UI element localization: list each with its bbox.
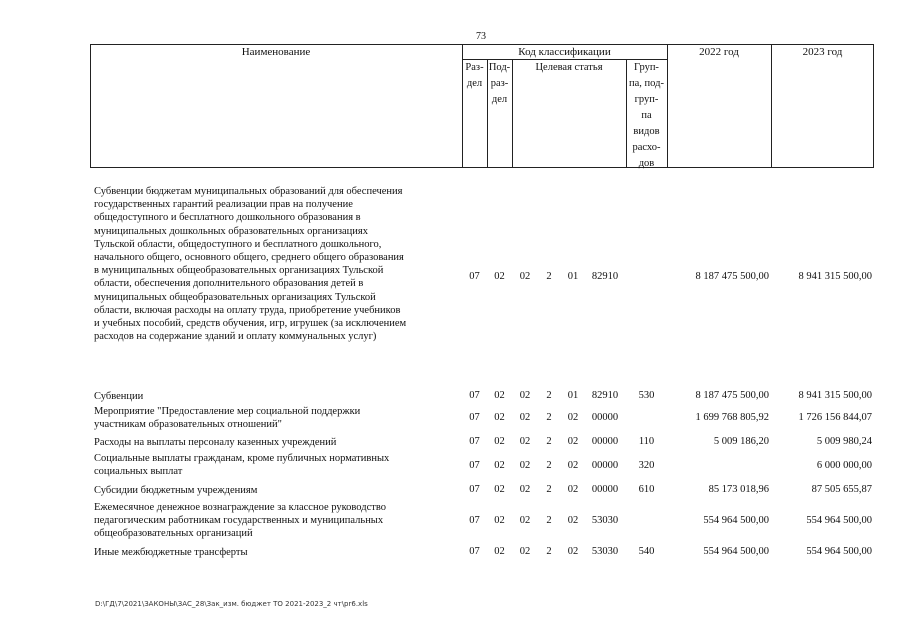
row-0-name: Субвенции бюджетам муниципальных образований для обеспечения государственных гарантий реализации прав на получение общедоступного и бесплатного дошкольного образования в муниципальных дошкольных образовательных организациях Тульской области, общедоступного и бесплатного дошкольного, начального общего, основного общего, среднего общего образования в муниципальных общеобразовательных организациях Тульской области, обеспечения дополнительного образования детей в муниципальных общеобразовательных организациях Тульской области, включая расходы на оплату труда, приобретение учебников и учебных пособий, средств обучения, игр, игрушек (за исключением расходов на содержание зданий и оплату коммунальных услуг)	[94, 186, 407, 343]
header-name: Наименование	[241, 46, 311, 58]
row-2-name: Мероприятие "Предоставление мер социальной поддержки участникам образовательных отношений"	[94, 406, 361, 431]
row-5-name: Субсидии бюджетным учреждениям	[94, 485, 258, 496]
file-path-footer: D:\ГД\7\2021\ЗАКОНЫ\ЗАС_28\Зак_изм. бюджет ТО 2021-2023_2 чт\pr6.xls	[95, 600, 368, 608]
row-4-name: Социальные выплаты гражданам, кроме публичных нормативных социальных выплат	[94, 453, 390, 478]
row-1-name: Субвенции	[94, 391, 144, 402]
row-7-name: Иные межбюджетные трансферты	[94, 547, 248, 558]
header-year-2022: 2022 год	[699, 46, 739, 58]
row-6-name: Ежемесячное денежное вознаграждение за классное руководство педагогическим работникам государственных и муниципальных общеобразовательных организаций	[94, 502, 386, 540]
header-podrazdel: Под- раз- дел	[488, 62, 511, 105]
header-group: Груп- па, под- груп- па видов расхо- дов	[629, 62, 664, 169]
header-razdel: Раз- дел	[465, 62, 484, 89]
header-year-2023: 2023 год	[802, 46, 843, 58]
row-3-name: Расходы на выплаты персоналу казенных учреждений	[94, 437, 337, 448]
header-code: Код классификации	[518, 46, 611, 58]
page-number: 73	[476, 31, 486, 42]
header-target: Целевая статья	[535, 62, 603, 73]
